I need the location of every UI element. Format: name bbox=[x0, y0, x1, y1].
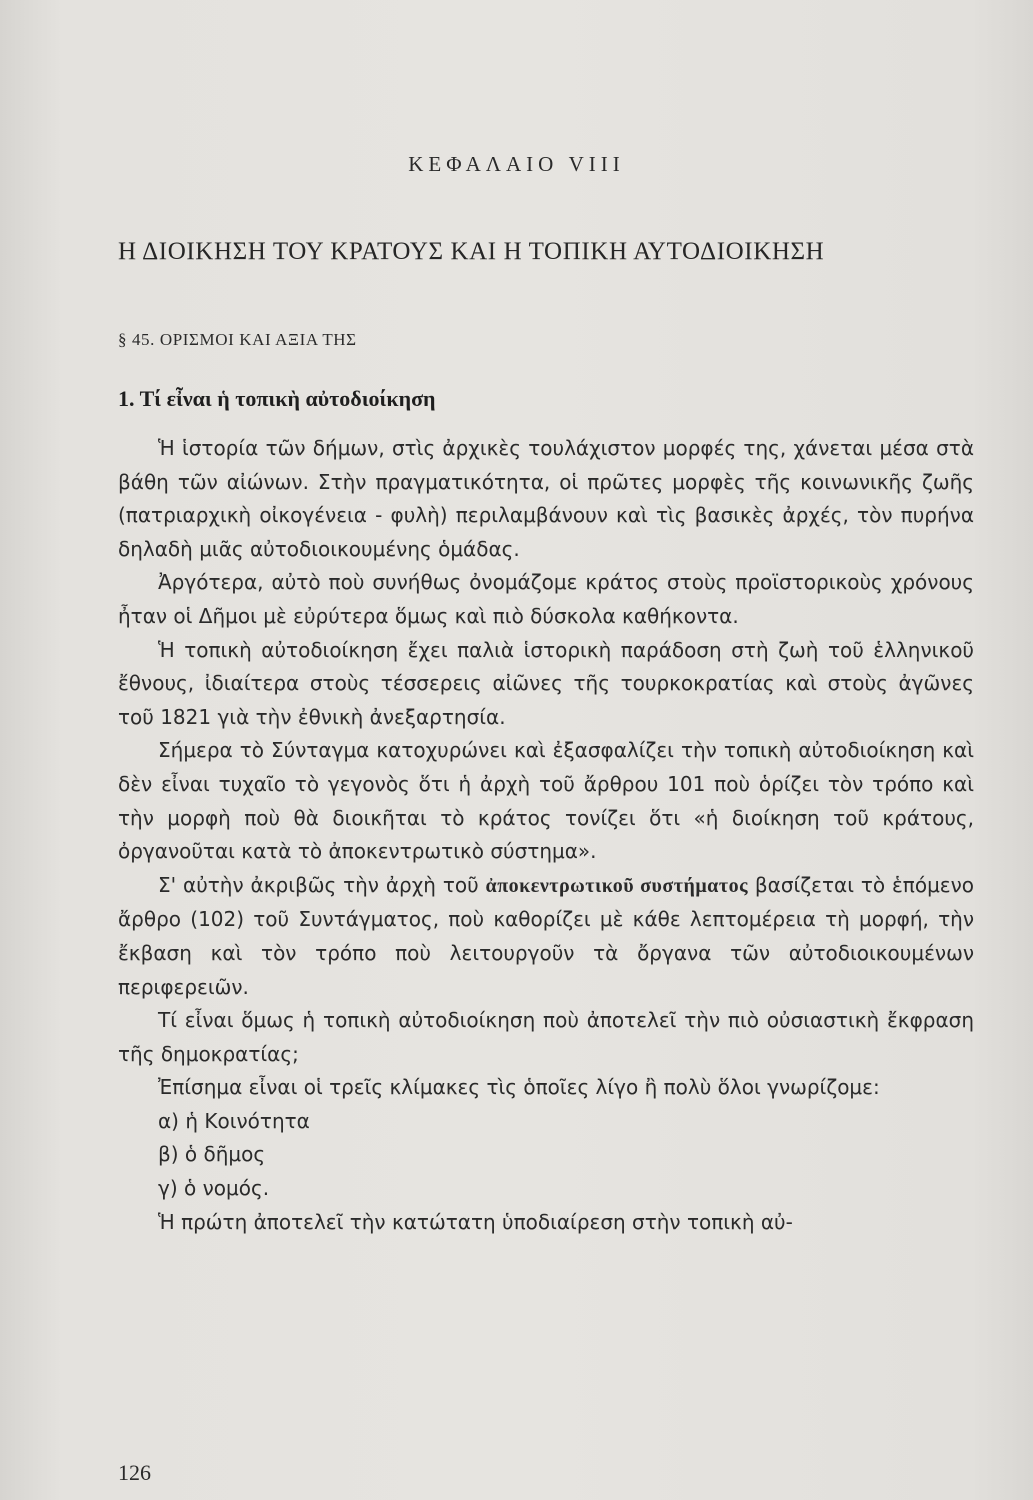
paragraph-6: Τί εἶναι ὅμως ἡ τοπικὴ αὐτοδιοίκηση ποὺ ἀποτελεῖ τὴν πιὸ οὐσιαστικὴ ἔκφραση τῆς δημοκρατίας; bbox=[118, 1008, 974, 1066]
paragraph-8: Ἡ πρώτη ἀποτελεῖ τὴν κατώτατη ὑποδιαίρεση στὴν τοπικὴ αὐ- bbox=[158, 1209, 793, 1234]
paragraph-3: Ἡ τοπικὴ αὐτοδιοίκηση ἔχει παλιὰ ἱστορικὴ παράδοση στὴ ζωὴ τοῦ ἑλληνικοῦ ἔθνους, ἰδιαίτερα στοὺς τέσσερεις αἰῶνες τῆς τουρκοκρατίας καὶ στοὺς ἀγῶνες τοῦ 1821 γιὰ τὴν ἐθνικὴ ἀνεξαρτησία. bbox=[118, 637, 974, 729]
paragraph-2: Ἀργότερα, αὐτὸ ποὺ συνήθως ὀνομάζομε κράτος στοὺς προϊστορικοὺς χρόνους ἦταν οἱ Δῆμοι μὲ εὐρύτερα ὅμως καὶ πιὸ δύσκολα καθήκοντα. bbox=[118, 570, 974, 628]
paragraph-5-start: Σ' αὐτὴν ἀκριβῶς τὴν ἀρχὴ τοῦ bbox=[158, 872, 486, 897]
paragraph-5-end: βασίζεται τὸ ἑπόμενο ἄρθρο (102) τοῦ Συντάγματος, ποὺ καθορίζει μὲ κάθε λεπτομέρεια τὴ μορφή, τὴν ἔκβαση καὶ τὸν τρόπο ποὺ λειτουργοῦν τὰ ὄργανα τῶν αὐτοδιοικουμένων περιφερειῶν. bbox=[118, 872, 975, 999]
paragraph-1: Ἡ ἱστορία τῶν δήμων, στὶς ἀρχικὲς τουλάχιστον μορφές της, χάνεται μέσα στὰ βάθη τῶν αἰώνων. Στὴν πραγματικότητα, οἱ πρῶτες μορφὲς τῆς κοινωνικῆς ζωῆς (πατριαρχικὴ οἰκογένεια - φυλὴ) περιλαμβάνουν καὶ τὶς βασικὲς ἀρχές, τὸν πυρήνα δηλαδὴ μιᾶς αὐτοδιοικουμένης ὁμάδας. bbox=[118, 436, 974, 561]
section-heading: § 45. ΟΡΙΣΜΟΙ ΚΑΙ ΑΞΙΑ ΤΗΣ bbox=[118, 330, 357, 349]
subsection-heading: 1. Τί εἶναι ἡ τοπικὴ αὐτοδιοίκηση bbox=[118, 386, 436, 411]
chapter-label: ΚΕΦΑΛΑΙΟ VIII bbox=[408, 152, 625, 176]
chapter-title: Η ΔΙΟΙΚΗΣΗ ΤΟΥ ΚΡΑΤΟΥΣ ΚΑΙ Η ΤΟΠΙΚΗ ΑΥΤΟΔΙΟΙΚΗΣΗ bbox=[118, 238, 825, 265]
list-item: γ) ὁ νομός. bbox=[158, 1176, 270, 1201]
paragraph-5 bbox=[118, 869, 974, 1004]
paragraph-5-emphasis: ἀποκεντρωτικοῦ συστήματος bbox=[485, 874, 749, 897]
body-text bbox=[118, 432, 974, 1239]
paragraph-7: Ἐπίσημα εἶναι οἱ τρεῖς κλίμακες τὶς ὁποῖες λίγο ἢ πολὺ ὅλοι γνωρίζομε: bbox=[158, 1075, 880, 1100]
page-number: 126 bbox=[118, 1460, 151, 1485]
list-item: β) ὁ δῆμος bbox=[158, 1142, 266, 1167]
paragraph-4: Σήμερα τὸ Σύνταγμα κατοχυρώνει καὶ ἐξασφαλίζει τὴν τοπικὴ αὐτοδιοίκηση καὶ δὲν εἶναι τυχαῖο τὸ γεγονὸς ὅτι ἡ ἀρχὴ τοῦ ἄρθρου 101 ποὺ ὁρίζει τὸν τρόπο καὶ τὴν μορφὴ ποὺ θὰ διοικῆται τὸ κράτος τονίζει ὅτι «ἡ διοίκηση τοῦ κράτους, ὀργανοῦται κατὰ τὸ ἀποκεντρωτικὸ σύστημα». bbox=[118, 738, 974, 864]
list-item: α) ἡ Κοινότητα bbox=[158, 1108, 310, 1133]
